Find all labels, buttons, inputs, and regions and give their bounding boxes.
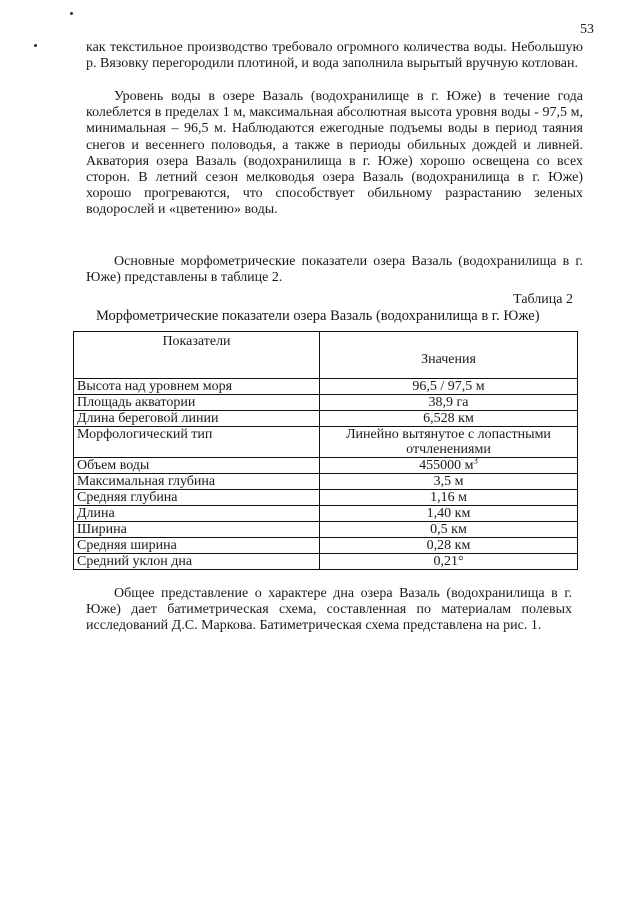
header-indicators: Показатели xyxy=(74,332,320,379)
indicator-cell: Максимальная глубина xyxy=(74,474,320,490)
indicator-cell: Длина береговой линии xyxy=(74,411,320,427)
table-row xyxy=(74,379,578,395)
table-row xyxy=(74,490,578,506)
table-row xyxy=(74,458,578,474)
table-header-row xyxy=(74,332,578,379)
table-label: Таблица 2 xyxy=(513,292,573,307)
indicator-cell: Высота над уровнем моря xyxy=(74,379,320,395)
value-cell: 0,21° xyxy=(320,554,578,570)
table-row xyxy=(74,554,578,570)
value-cell: 0,5 км xyxy=(320,522,578,538)
table-row xyxy=(74,411,578,427)
header-values: Значения xyxy=(320,332,578,379)
value-cell: Линейно вытянутое с лопастными отчленениями xyxy=(320,427,578,458)
value-cell xyxy=(320,455,578,474)
table-row xyxy=(74,395,578,411)
table-title: Морфометрические показатели озера Вазаль (водохранилища в г. Юже) xyxy=(96,308,540,324)
paragraph-1: как текстильное производство требовало огромного количества воды. Небольшую р. Вязовку перегородили плотиной, и вода заполнила вырытый вручную котлован. xyxy=(86,40,583,72)
volume-exponent: 3 xyxy=(473,455,478,466)
table-row xyxy=(74,506,578,522)
indicator-cell: Средняя ширина xyxy=(74,538,320,554)
indicator-cell: Объем воды xyxy=(74,458,320,474)
value-cell: 0,28 км xyxy=(320,538,578,554)
page-number: 53 xyxy=(580,22,594,37)
indicator-cell: Средняя глубина xyxy=(74,490,320,506)
indicator-cell: Площадь акватории xyxy=(74,395,320,411)
table-row xyxy=(74,427,578,458)
indicator-cell: Морфологический тип xyxy=(74,427,320,458)
value-cell: 1,16 м xyxy=(320,490,578,506)
value-cell: 1,40 км xyxy=(320,506,578,522)
table-row xyxy=(74,522,578,538)
indicator-cell: Ширина xyxy=(74,522,320,538)
table-row xyxy=(74,474,578,490)
indicator-cell: Длина xyxy=(74,506,320,522)
volume-value: 455000 м xyxy=(419,458,474,473)
value-cell: 6,528 км xyxy=(320,411,578,427)
scan-mark xyxy=(34,44,37,47)
value-cell: 96,5 / 97,5 м xyxy=(320,379,578,395)
scan-mark xyxy=(70,12,73,15)
paragraph-3: Основные морфометрические показатели озера Вазаль (водохранилища в г. Юже) представлены в таблице 2. xyxy=(86,254,583,286)
paragraph-2: Уровень воды в озере Вазаль (водохранилище в г. Юже) в течение года колеблется в пределах 1 м, максимальная абсолютная высота уровня воды - 97,5 м, минимальная – 96,5 м. Наблюдаются ежегодные подъемы воды в период таяния снегов и весеннего половодья, а также в периоды обильных дождей и ливней. Акватория озера Вазаль (водохранилища в г. Юже) хорошо освещена со всех сторон. В летний сезон мелководья озера Вазаль (водохранилища в г. Юже) хорошо прогреваются, что способствует обильному разрастанию зеленых водорослей и «цветению» воды. xyxy=(86,89,583,218)
value-cell: 3,5 м xyxy=(320,474,578,490)
table-row xyxy=(74,538,578,554)
paragraph-4: Общее представление о характере дна озера Вазаль (водохранилища в г. Юже) дает батиметрическая схема, составленная по материалам полевых исследований Д.С. Маркова. Батиметрическая схема представлена на рис. 1. xyxy=(86,586,572,634)
value-cell: 38,9 га xyxy=(320,395,578,411)
morphometric-table xyxy=(73,331,578,570)
indicator-cell: Средний уклон дна xyxy=(74,554,320,570)
